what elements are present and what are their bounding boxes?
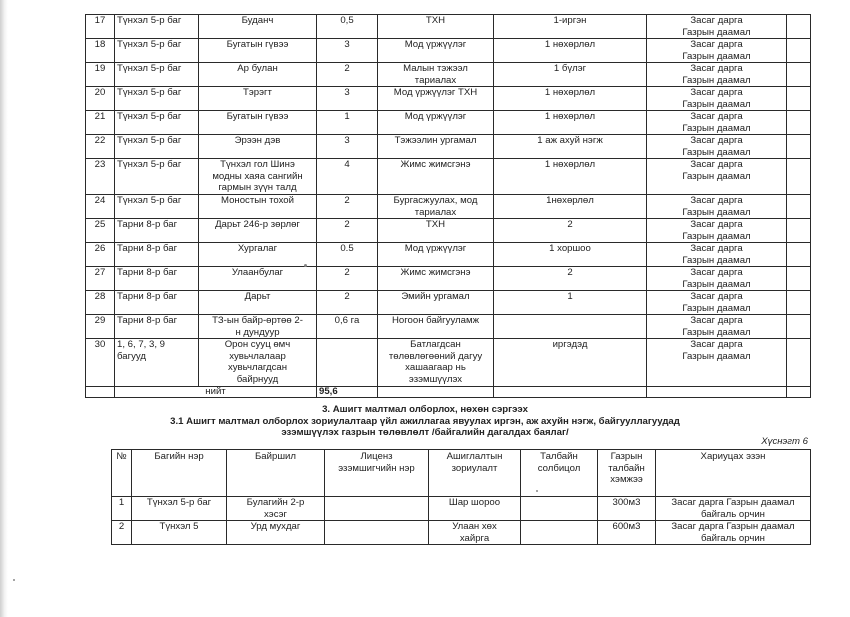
cell-location: Бугатын гүвээ (199, 39, 317, 63)
cell: 600м3 (598, 521, 656, 545)
header-cell: Хариуцах эзэн (656, 450, 811, 497)
cell-row-number: 18 (86, 39, 115, 63)
table-row (86, 111, 811, 135)
cell-location: Дарьт 246-р зөрлөг (199, 219, 317, 243)
cell: 2 (112, 521, 132, 545)
cell-responsible: Засаг дарга Газрын даамал (647, 195, 787, 219)
table-row (112, 497, 811, 521)
scan-speck (13, 579, 15, 581)
cell-assignee: 1 нөхөрлөл (494, 111, 647, 135)
cell-purpose: Эмийн ургамал (378, 291, 494, 315)
cell-responsible: Засаг дарга Газрын даамал (647, 135, 787, 159)
cell-purpose: Ногоон байгууламж (378, 315, 494, 339)
cell-assignee: 1 аж ахуй нэгж (494, 135, 647, 159)
table-row (86, 135, 811, 159)
section-subheading-line1: 3.1 Ашигт малтмал олборлох зориулалтаар үйл ажиллагаа явуулах иргэн, аж ахуйн нэгж, байгууллагуудад (170, 416, 680, 427)
cell-bag-name: Түнхэл 5-р баг (115, 111, 199, 135)
cell-location: Ар булан (199, 63, 317, 87)
cell-location: Эрээн дэв (199, 135, 317, 159)
cell-area: 3 (317, 87, 378, 111)
cell-blank (787, 63, 811, 87)
table-row (86, 15, 811, 39)
cell-blank (787, 267, 811, 291)
cell: Засаг дарга Газрын даамал байгаль орчин (656, 497, 811, 521)
cell-row-number: 21 (86, 111, 115, 135)
cell-area: 2 (317, 219, 378, 243)
cell-responsible: Засаг дарга Газрын даамал (647, 63, 787, 87)
mineral-extraction-table (111, 449, 811, 545)
cell-bag-name: Тарни 8-р баг (115, 315, 199, 339)
cell-blank (787, 39, 811, 63)
cell-purpose: Мод үржүүлэг ТХН (378, 87, 494, 111)
cell-blank (494, 387, 647, 398)
cell-bag-name: Түнхэл 5-р баг (115, 135, 199, 159)
cell-area: 3 (317, 135, 378, 159)
cell-assignee: иргэдэд (494, 339, 647, 387)
header-cell: Ашиглалтын зориулалт (429, 450, 521, 497)
cell-location: Тэрэгт (199, 87, 317, 111)
cell-purpose: Мод үржүүлэг (378, 39, 494, 63)
cell-bag-name: Тарни 8-р баг (115, 243, 199, 267)
section-heading: 3. Ашигт малтмал олборлох, нөхөн сэргээх (322, 404, 528, 415)
cell-bag-name: Түнхэл 5-р баг (115, 87, 199, 111)
cell-area: 4 (317, 159, 378, 195)
total-value: 95,6 (317, 387, 378, 398)
cell-blank (787, 219, 811, 243)
cell-area: 2 (317, 291, 378, 315)
header-cell: Лиценз эзэмшигчийн нэр (325, 450, 429, 497)
cell-area: 2 (317, 195, 378, 219)
cell-row-number: 17 (86, 15, 115, 39)
table-row (86, 63, 811, 87)
cell-blank (787, 135, 811, 159)
cell-responsible: Засаг дарга Газрын даамал (647, 15, 787, 39)
cell-assignee: 1 нөхөрлөл (494, 87, 647, 111)
cell-bag-name: Тарни 8-р баг (115, 291, 199, 315)
section-subheading-line2: эзэмшүүлэх газрын төлөвлөлт /байгалийн дагалдах баялаг/ (281, 427, 569, 438)
cell-blank (787, 111, 811, 135)
cell-area: 0,6 га (317, 315, 378, 339)
cell: Улаан хөх хайрга (429, 521, 521, 545)
cell-row-number: 28 (86, 291, 115, 315)
cell-bag-name: Тарни 8-р баг (115, 219, 199, 243)
cell-area: 2 (317, 63, 378, 87)
cell-location: Хургалаг (199, 243, 317, 267)
cell-row-number: 19 (86, 63, 115, 87)
cell-area (317, 339, 378, 387)
scan-shadow (0, 0, 8, 617)
cell-row-number: 20 (86, 87, 115, 111)
cell-location: Дарьт (199, 291, 317, 315)
cell: Шар шороо (429, 497, 521, 521)
cell-responsible: Засаг дарга Газрын даамал (647, 243, 787, 267)
cell-location: Бугатын гүвээ (199, 111, 317, 135)
cell-row-number: 26 (86, 243, 115, 267)
header-cell: Багийн нэр (132, 450, 227, 497)
cell-blank (787, 87, 811, 111)
header-cell: Газрын талбайн хэмжээ (598, 450, 656, 497)
cell-assignee: 1 бүлэг (494, 63, 647, 87)
cell-location: Моностын тохой (199, 195, 317, 219)
cell-responsible: Засаг дарга Газрын даамал (647, 111, 787, 135)
cell-blank (647, 387, 787, 398)
cell-assignee: 1нөхөрлөл (494, 195, 647, 219)
cell: 1 (112, 497, 132, 521)
total-row (86, 387, 811, 398)
cell (325, 497, 429, 521)
cell-bag-name: Түнхэл 5-р баг (115, 159, 199, 195)
cell-blank (787, 15, 811, 39)
cell-bag-name: Түнхэл 5-р баг (115, 15, 199, 39)
cell-blank (787, 159, 811, 195)
cell-purpose: ТХН (378, 15, 494, 39)
table-row (86, 315, 811, 339)
table-row (86, 195, 811, 219)
cell-purpose: Батлагдсан төлөвлөгөөний дагуу хашаагаар нь эзэмшүүлэх (378, 339, 494, 387)
cell-responsible: Засаг дарга Газрын даамал (647, 87, 787, 111)
cell-assignee: 1 хоршоо (494, 243, 647, 267)
table-row (86, 219, 811, 243)
cell-purpose: Жимс жимсгэнэ (378, 159, 494, 195)
cell-assignee: 1-иргэн (494, 15, 647, 39)
cell-responsible: Засаг дарга Газрын даамал (647, 219, 787, 243)
cell-row-number: 24 (86, 195, 115, 219)
cell-assignee: 1 нөхөрлөл (494, 159, 647, 195)
cell (521, 497, 598, 521)
cell-bag-name: Түнхэл 5-р баг (115, 195, 199, 219)
cell-blank (787, 315, 811, 339)
cell: 300м3 (598, 497, 656, 521)
scan-speck (536, 490, 538, 492)
table-header-row (112, 450, 811, 497)
cell-blank (378, 387, 494, 398)
cell (521, 521, 598, 545)
table-row (86, 291, 811, 315)
cell-location: Улаанбулаг (199, 267, 317, 291)
header-cell: Талбайн солбицол (521, 450, 598, 497)
cell: Түнхэл 5-р баг (132, 497, 227, 521)
cell-purpose: ТХН (378, 219, 494, 243)
cell-blank (86, 387, 115, 398)
cell-assignee: 2 (494, 219, 647, 243)
cell-area: 2 (317, 267, 378, 291)
cell (325, 521, 429, 545)
table-row (112, 521, 811, 545)
cell-blank (787, 243, 811, 267)
cell-row-number: 27 (86, 267, 115, 291)
cell-row-number: 30 (86, 339, 115, 387)
table-row (86, 243, 811, 267)
cell-location: Орон сууц өмч хувьчлалаар хувьчлагдсан байрнууд (199, 339, 317, 387)
cell: Булагийн 2-р хэсэг (227, 497, 325, 521)
cell-responsible: Засаг дарга Газрын даамал (647, 291, 787, 315)
cell-assignee: 1 нөхөрлөл (494, 39, 647, 63)
cell-responsible: Засаг дарга Газрын даамал (647, 39, 787, 63)
land-allocation-table (85, 14, 811, 398)
cell-responsible: Засаг дарга Газрын даамал (647, 159, 787, 195)
cell-responsible: Засаг дарга Газрын даамал (647, 339, 787, 387)
cell-location: ТЗ-ын байр-өртөө 2- н дундуур (199, 315, 317, 339)
cell-responsible: Засаг дарга Газрын даамал (647, 267, 787, 291)
cell-row-number: 29 (86, 315, 115, 339)
cell-responsible: Засаг дарга Газрын даамал (647, 315, 787, 339)
cell-assignee: 2 (494, 267, 647, 291)
cell-purpose: Мод үржүүлэг (378, 111, 494, 135)
cell-blank (787, 291, 811, 315)
cell-blank (787, 195, 811, 219)
cell-purpose: Мод үржүүлэг (378, 243, 494, 267)
cell-blank (787, 339, 811, 387)
cell-purpose: Тэжээлин ургамал (378, 135, 494, 159)
cell-purpose: Жимс жимсгэнэ (378, 267, 494, 291)
cell-purpose: Бургасжуулах, мод тариалах (378, 195, 494, 219)
cell: Засаг дарга Газрын даамал байгаль орчин (656, 521, 811, 545)
cell-row-number: 22 (86, 135, 115, 159)
cell-location: Түнхэл гол Шинэ модны хаяа сангийн гармын зүүн талд (199, 159, 317, 195)
table-row (86, 339, 811, 387)
cell: Урд мухдаг (227, 521, 325, 545)
cell-purpose: Малын тэжээл тариалах (378, 63, 494, 87)
cell-assignee: 1 (494, 291, 647, 315)
scan-speck (304, 264, 307, 267)
cell-bag-name: Түнхэл 5-р баг (115, 63, 199, 87)
table-row (86, 267, 811, 291)
cell: Түнхэл 5 (132, 521, 227, 545)
table-row (86, 39, 811, 63)
cell-blank (787, 387, 811, 398)
header-cell: Байршил (227, 450, 325, 497)
cell-bag-name: Тарни 8-р баг (115, 267, 199, 291)
cell-area: 0,5 (317, 15, 378, 39)
cell-area: 0.5 (317, 243, 378, 267)
cell-assignee (494, 315, 647, 339)
table-number-label: Хүснэгт 6 (761, 436, 808, 447)
cell-bag-name: 1, 6, 7, 3, 9 багууд (115, 339, 199, 387)
header-cell: № (112, 450, 132, 497)
cell-area: 3 (317, 39, 378, 63)
cell-bag-name: Түнхэл 5-р баг (115, 39, 199, 63)
table-row (86, 87, 811, 111)
cell-location: Буданч (199, 15, 317, 39)
cell-row-number: 25 (86, 219, 115, 243)
total-label: нийт (115, 387, 317, 398)
table-row (86, 159, 811, 195)
cell-row-number: 23 (86, 159, 115, 195)
cell-area: 1 (317, 111, 378, 135)
